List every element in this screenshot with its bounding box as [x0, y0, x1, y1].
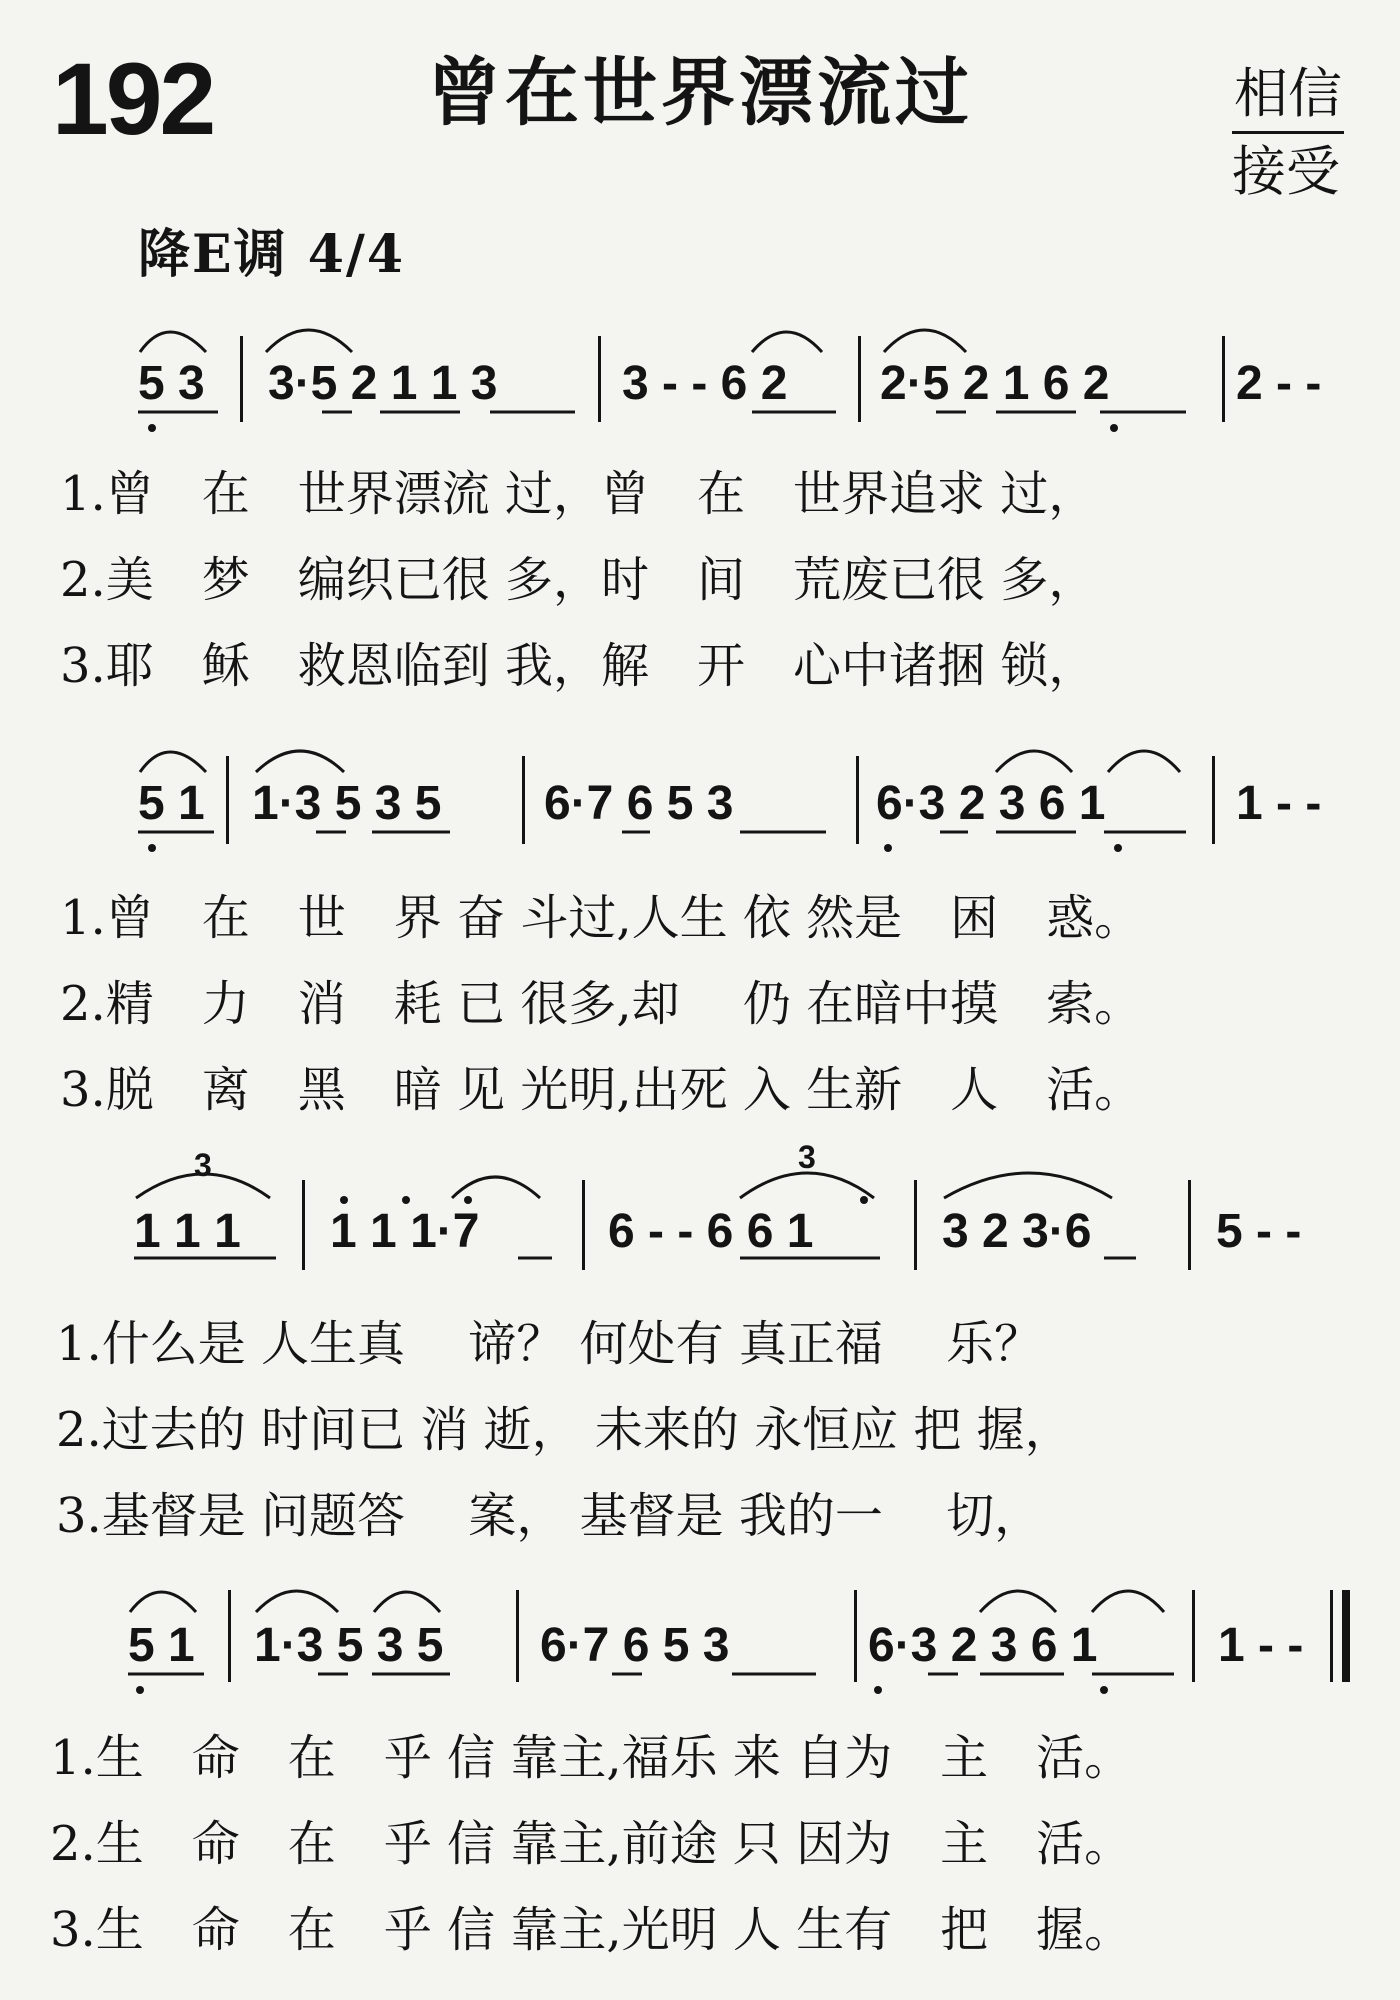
slur [140, 752, 206, 772]
category-label [1232, 62, 1344, 205]
slur [130, 1592, 196, 1612]
key-signature: 降E调 4/4 [138, 224, 406, 285]
slur [452, 1177, 540, 1198]
bar-line [856, 756, 859, 844]
octave-dot [884, 844, 892, 852]
measure: 6·7 6 5 3 [540, 1619, 730, 1672]
bar-line [516, 1590, 519, 1682]
measure: 6·3 2 3 6 1 [876, 777, 1106, 830]
bar-line [858, 336, 861, 422]
slur [980, 1591, 1056, 1612]
final-bar-thick [1342, 1590, 1350, 1682]
slur [140, 332, 206, 352]
measure: 1·3 5 3 5 [252, 777, 442, 830]
category-top: 相信 [1232, 62, 1344, 134]
bar-line [854, 1590, 857, 1682]
bar-line [522, 756, 525, 844]
page-title: 曾在世界漂流过 [427, 50, 973, 136]
category-bottom: 接受 [1232, 139, 1340, 203]
slur [884, 330, 966, 352]
measure: 6·7 6 5 3 [544, 777, 734, 830]
measure: 6 - - 6 6 1 [608, 1205, 814, 1258]
measure: 3 2 3·6 [942, 1205, 1092, 1258]
octave-dot [1110, 424, 1118, 432]
octave-dot [148, 844, 156, 852]
lyric-line: 2.美 梦 编织已很 多，时 间 荒废已很 多， [60, 552, 1097, 608]
triplet-mark: 3 [194, 1147, 212, 1183]
octave-dot [1100, 1686, 1108, 1694]
bar-line [1222, 336, 1225, 422]
bar-line [1192, 1590, 1195, 1682]
measure: 1 - - [1236, 777, 1322, 830]
slur [136, 1174, 270, 1198]
lyric-line: 3.生 命 在 乎 信 靠主,光明 人 生有 把 握。 [50, 1902, 1133, 1958]
octave-dot [464, 1196, 472, 1204]
slur [256, 1591, 338, 1612]
lyric-line: 1.生 命 在 乎 信 靠主,福乐 来 自为 主 活。 [50, 1730, 1133, 1786]
slur [374, 1592, 440, 1612]
lyric-line: 1.曾 在 世 界 奋 斗过,人生 依 然是 困 惑。 [60, 890, 1143, 946]
slur [1108, 751, 1180, 772]
measure: 5 3 [138, 357, 205, 410]
measure: 1 - - [1218, 1619, 1304, 1672]
bar-line [228, 1590, 231, 1682]
octave-dot [402, 1196, 410, 1204]
slur [752, 332, 822, 352]
lyric-line: 2.精 力 消 耗 已 很多,却 仍 在暗中摸 索。 [60, 976, 1143, 1032]
bar-line [302, 1180, 305, 1270]
triplet-mark: 3 [798, 1139, 816, 1175]
measure: 3·5 2 1 1 3 [268, 357, 498, 410]
slur [944, 1173, 1112, 1198]
measure: 5 1 [138, 777, 205, 830]
measure: 1 1 1·7 [330, 1205, 480, 1258]
bar-line [582, 1180, 585, 1270]
octave-dot [874, 1686, 882, 1694]
lyric-line: 3.耶 稣 救恩临到 我，解 开 心中诸捆 锁， [60, 638, 1097, 694]
slur [740, 1173, 874, 1198]
slur [1092, 1591, 1164, 1612]
measure: 2 - - [1236, 357, 1322, 410]
lyric-line: 3.基督是 问题答 案， 基督是 我的一 切， [56, 1488, 1043, 1544]
octave-dot [340, 1196, 348, 1204]
measure: 1 1 1 [134, 1205, 241, 1258]
octave-dot [148, 424, 156, 432]
measure: 5 1 [128, 1619, 195, 1672]
octave-dot [1114, 844, 1122, 852]
slur [266, 330, 352, 352]
bar-line [240, 336, 243, 422]
final-bar-thin [1330, 1590, 1333, 1682]
measure: 6·3 2 3 6 1 [868, 1619, 1098, 1672]
measure: 5 - - [1216, 1205, 1302, 1258]
slur [256, 751, 344, 772]
hymn-number: 192 [52, 42, 214, 156]
bar-line [226, 756, 229, 844]
lyric-line: 3.脱 离 黑 暗 见 光明,出死 入 生新 人 活。 [60, 1062, 1143, 1118]
lyric-line: 1.曾 在 世界漂流 过，曾 在 世界追求 过， [60, 466, 1097, 522]
octave-dot [136, 1686, 144, 1694]
bar-line [1212, 756, 1215, 844]
measure: 1·3 5 3 5 [254, 1619, 444, 1672]
slur [996, 751, 1072, 772]
octave-dot [860, 1196, 868, 1204]
bar-line [914, 1180, 917, 1270]
bar-line [1188, 1180, 1191, 1270]
lyric-line: 1.什么是 人生真 谛？ 何处有 真正福 乐？ [56, 1316, 1043, 1372]
measure: 3 - - 6 2 [622, 357, 788, 410]
measure: 2·5 2 1 6 2 [880, 357, 1110, 410]
lyric-line: 2.生 命 在 乎 信 靠主,前途 只 因为 主 活。 [50, 1816, 1133, 1872]
lyric-line: 2.过去的 时间已 消 逝， 未来的 永恒应 把 握， [56, 1402, 1073, 1458]
bar-line [598, 336, 601, 422]
